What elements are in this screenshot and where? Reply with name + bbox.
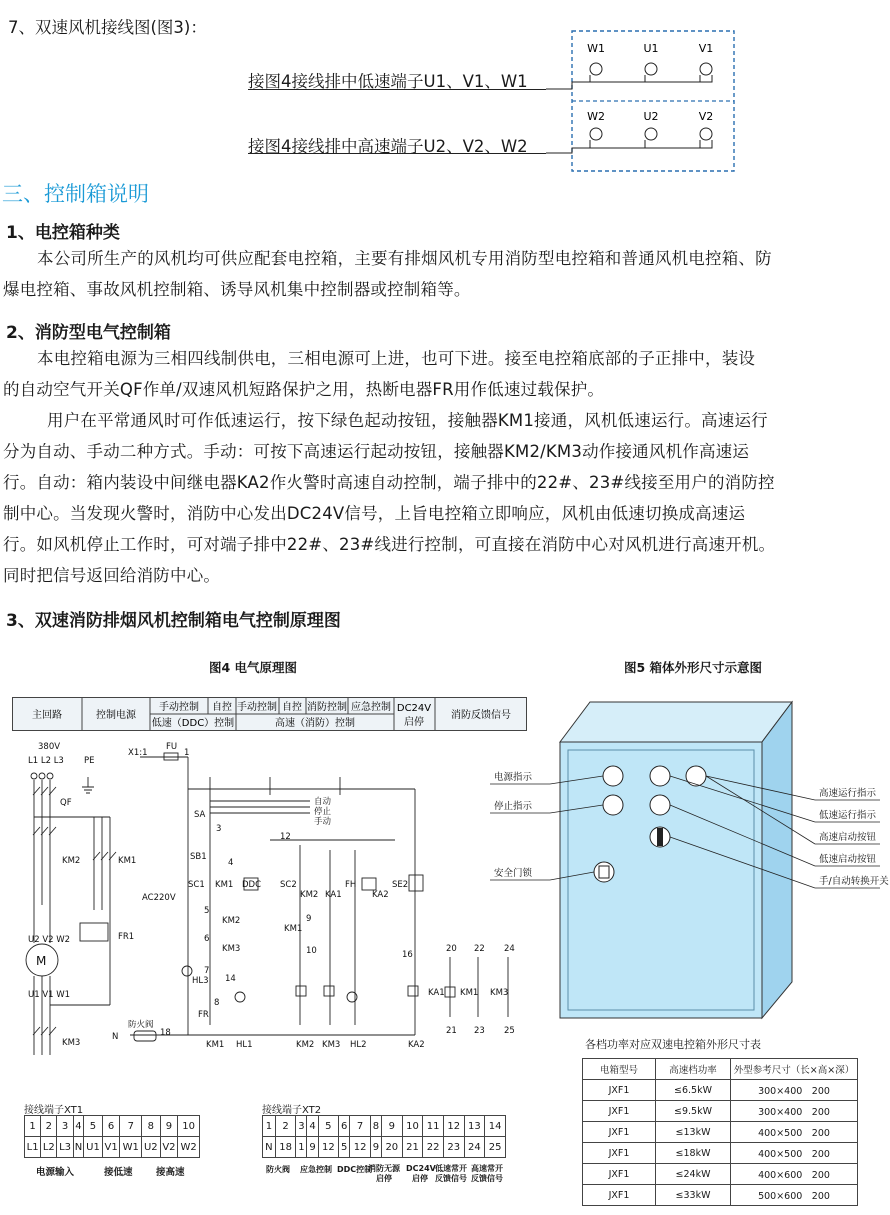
xt2-cell: 3 [296,1116,307,1137]
xt1-cell: 8 [142,1116,160,1137]
size-cell: JXF1 [583,1080,656,1101]
lbl-sc1: SC1 [188,880,205,890]
lbl-t21: 21 [446,1026,457,1036]
lbl-n: N [112,1032,119,1042]
high-leader-line [248,153,546,154]
lbl-n5: 5 [204,906,210,916]
size-cell: 400×600 200 [731,1164,858,1185]
size-cell: JXF1 [583,1122,656,1143]
xt2-cell: 7 [350,1116,371,1137]
xt1-cell: U1 [84,1137,102,1158]
size-cell: ≤9.5kW [656,1101,731,1122]
hdr-low: 低速（DDC）控制 [151,718,235,729]
low-leader-line [248,89,546,90]
xt2-cell: 25 [485,1137,506,1158]
wiring-low-label: 接图4接线排中低速端子U1、V1、W1 [248,72,528,91]
xt2-title: 接线端子XT2 [262,1105,322,1116]
table-row [583,1164,858,1185]
lbl-km3: KM3 [62,1038,81,1048]
xt2-cell: 14 [485,1116,506,1137]
xt1-cell: 1 [25,1116,41,1137]
fig5-right-label: 高速运行指示 [819,788,877,799]
lbl-t25: 25 [504,1026,515,1036]
xt2-cell: 5 [339,1137,350,1158]
hdr-main: 主回路 [32,710,62,721]
xt1-cell: 3 [57,1116,73,1137]
xt2-group: DDC控制 [337,1165,373,1174]
lbl-km1: KM1 [118,856,137,866]
electrical-schematic [0,735,530,1055]
lbl-km1r: KM1 [460,988,479,998]
xt1-cell: L2 [41,1137,57,1158]
lbl-t20: 20 [446,944,457,954]
xt2-cell: 9 [307,1137,318,1158]
cabinet-drawing [470,680,890,1025]
lbl-auto: 自动 [314,797,332,807]
lbl-km3c: KM3 [222,944,241,954]
lbl-n10: 10 [306,946,317,956]
lbl-km2: KM2 [62,856,81,866]
xt1-cell: L1 [25,1137,41,1158]
hdr-manual2: 手动控制 [237,702,277,713]
size-cell: JXF1 [583,1185,656,1206]
xt1-group: 电源输入 [36,1167,75,1178]
hdr-emergency: 应急控制 [351,702,391,713]
size-cell: ≤33kW [656,1185,731,1206]
xt2-group: 消防无源启停 [368,1164,400,1183]
hdr-dc24-sub: 启停 [404,717,424,728]
xt2-group: DC24V启停 [406,1164,436,1183]
wiring-high-label: 接图4接线排中高速端子U2、V2、W2 [248,137,528,156]
xt1-cell: U2 [142,1137,160,1158]
lbl-n8: 8 [214,998,220,1008]
lbl-fu: FU [166,742,178,752]
lbl-km1c: KM1 [284,924,303,934]
xt2-group: 高速常开反馈信号 [471,1164,503,1183]
lbl-ka1r: KA1 [428,988,445,998]
hdr-self: 自控 [212,702,232,713]
lbl-manual: 手动 [314,817,332,827]
xt1-cell: V2 [160,1137,178,1158]
fig4-header-band [12,697,527,731]
xt2-cell: 6 [339,1116,350,1137]
lbl-b-km3: KM3 [322,1040,341,1050]
size-header: 高速档功率 [656,1059,731,1080]
size-cell: 300×400 200 [731,1080,858,1101]
lbl-ka1b: KA1 [325,890,342,900]
lbl-sa: SA [194,810,206,820]
xt1-group: 接高速 [156,1167,185,1178]
xt2-cell: 5 [318,1116,339,1137]
xt1-cell: L3 [57,1137,73,1158]
term-w2: W2 [587,110,605,123]
xt1-cell: 10 [178,1116,200,1137]
s2-line: 分为自动、手动二种方式。手动：可按下高速运行起动按钮，接触器KM2/KM3动作接通风机作高速运 [3,442,750,461]
fig5-left-label: 停止指示 [494,801,533,812]
lbl-b-km2: KM2 [296,1040,315,1050]
xt1-cell: 2 [41,1116,57,1137]
fig5-right-label: 低速启动按钮 [819,854,877,865]
lbl-t24: 24 [504,944,515,954]
fig5-right-label: 低速运行指示 [819,810,877,821]
xt2-cell: 11 [423,1116,444,1137]
xt2-cell: 23 [443,1137,464,1158]
size-table [582,1058,858,1206]
xt2-cell: 12 [350,1137,371,1158]
xt2-cell: 1 [263,1116,276,1137]
xt1-cell: 6 [102,1116,120,1137]
xt2-cell: 2 [275,1116,296,1137]
lbl-km2b: KM2 [300,890,319,900]
xt2-cell: 21 [402,1137,423,1158]
lbl-n18: 18 [160,1028,171,1038]
lbl-t23: 23 [474,1026,485,1036]
xt2-cell: 12 [318,1137,339,1158]
hdr-manual: 手动控制 [159,702,199,713]
size-header: 外型参考尺寸（长×高×深） [731,1059,858,1080]
xt1-table [24,1115,200,1158]
lbl-pe: PE [84,756,95,766]
xt1-group: 接低速 [104,1167,133,1178]
lbl-km3r: KM3 [490,988,509,998]
lbl-b-hl1: HL1 [236,1040,253,1050]
lbl-n3: 3 [216,824,222,834]
xt1-cell: 9 [160,1116,178,1137]
fig4-title: 图4 电气原理图 [209,660,298,675]
fig5-title: 图5 箱体外形尺寸示意图 [624,660,763,675]
xt1-cell: N [73,1137,84,1158]
xt1-cell: W1 [120,1137,142,1158]
lbl-n16: 16 [402,950,413,960]
hdr-dc24: DC24V [396,703,432,714]
xt1-cell: 4 [73,1116,84,1137]
hdr-feedback: 消防反馈信号 [451,710,511,721]
section-title: 三、控制箱说明 [2,182,149,206]
s2-line: 的自动空气开关QF作单/双速风机短路保护之用，热断电器FR用作低速过载保护。 [3,380,605,399]
s1-para-line2: 爆电控箱、事故风机控制箱、诱导风机集中控制器或控制箱等。 [3,280,471,299]
xt2-cell: 10 [402,1116,423,1137]
size-cell: ≤24kW [656,1164,731,1185]
table-row [583,1122,858,1143]
lbl-u1v1w1: U1 V1 W1 [28,990,71,1000]
size-table-title: 各档功率对应双速电控箱外形尺寸表 [585,1038,761,1051]
hdr-ctrl-power: 控制电源 [96,710,136,721]
xt2-cell: 22 [423,1137,444,1158]
xt2-group: 应急控制 [300,1165,332,1174]
fig5-right-label: 手/自动转换开关 [819,876,889,887]
term-v2: V2 [698,110,714,123]
lbl-hl3: HL3 [192,976,209,986]
term-u1: U1 [643,42,659,55]
lbl-n4: 4 [228,858,234,868]
lbl-t22: 22 [474,944,485,954]
xt2-table [262,1115,506,1158]
xt2-cell: 12 [443,1116,464,1137]
lbl-ac220: AC220V [142,893,176,903]
xt2-cell: 1 [296,1137,307,1158]
size-header: 电箱型号 [583,1059,656,1080]
xt1-cell: 5 [84,1116,102,1137]
lbl-fr1: FR1 [118,932,135,942]
s2-line: 行。如风机停止工作时，可对端子排中22#、23#线进行控制，可直接在消防中心对风机进行高速开机。 [3,535,776,554]
lbl-phases: L1 L2 L3 [28,756,64,766]
xt2-cell: 4 [307,1116,318,1137]
lbl-km2c: KM2 [222,916,241,926]
s1-para-line1: 本公司所生产的风机均可供应配套电控箱，主要有排烟风机专用消防型电控箱和普通风机电控箱、防 [37,249,772,268]
xt2-cell: 9 [381,1116,402,1137]
lbl-b-km1: KM1 [206,1040,225,1050]
xt2-cell: 18 [275,1137,296,1158]
size-cell: 400×500 200 [731,1143,858,1164]
lbl-se2: SE2 [392,880,409,890]
lbl-sb1: SB1 [190,852,207,862]
xt1-cell: V1 [102,1137,120,1158]
s2-line: 行。自动：箱内装设中间继电器KA2作火警时高速自动控制，端子排中的22#、23#线接至用户的消防控 [3,473,775,492]
size-cell: 500×600 200 [731,1185,858,1206]
size-cell: ≤6.5kW [656,1080,731,1101]
s2-title: 2、消防型电气控制箱 [6,323,171,343]
hdr-fire: 消防控制 [307,702,347,713]
hdr-self2: 自控 [282,702,302,713]
fig5-left-label: 安全门锁 [494,868,533,879]
size-cell: JXF1 [583,1164,656,1185]
lbl-fr: FR [198,1010,209,1020]
lbl-ddc: DDC [242,880,262,890]
lbl-u2v2w2: U2 V2 W2 [28,935,71,945]
lbl-b-ka2: KA2 [408,1040,425,1050]
xt2-group: 防火阀 [266,1165,290,1174]
size-cell: 400×500 200 [731,1122,858,1143]
s2-line: 用户在平常通风时可作低速运行，按下绿色起动按钮，接触器KM1接通，风机低速运行。高速运行 [47,411,768,430]
wiring-heading: 7、双速风机接线图(图3)： [8,18,207,37]
lbl-km1b: KM1 [215,880,234,890]
table-row [583,1143,858,1164]
hdr-high: 高速（消防）控制 [275,718,355,729]
lbl-n7: 7 [204,966,210,976]
table-row [583,1080,858,1101]
lbl-sc2: SC2 [280,880,297,890]
table-row [583,1101,858,1122]
lbl-n12: 12 [280,832,291,842]
s1-title: 1、电控箱种类 [6,223,120,243]
s2-line: 本电控箱电源为三相四线制供电，三相电源可上进，也可下进。接至电控箱底部的子正排中，装设 [37,349,756,368]
term-u2: U2 [643,110,659,123]
lbl-ka2b: KA2 [372,890,389,900]
lbl-380v: 380V [38,742,61,752]
xt2-cell: 24 [464,1137,485,1158]
lbl-stop: 停止 [314,807,332,817]
size-cell: ≤18kW [656,1143,731,1164]
lbl-n9: 9 [306,914,312,924]
lbl-b-hl2: HL2 [350,1040,367,1050]
lbl-n6: 6 [204,934,210,944]
xt2-cell: 9 [370,1137,381,1158]
size-cell: ≤13kW [656,1122,731,1143]
lbl-qf: QF [60,798,72,808]
s2-line: 同时把信号返回给消防中心。 [3,566,221,585]
fig5-left-label: 电源指示 [494,772,533,783]
term-w1: W1 [587,42,605,55]
xt1-title: 接线端子XT1 [24,1105,84,1116]
s3-title: 3、双速消防排烟风机控制箱电气控制原理图 [6,611,341,631]
xt2-cell: N [263,1137,276,1158]
s2-line: 制中心。当发现火警时，消防中心发出DC24V信号，上旨电控箱立即响应，风机由低速切换成高速运 [3,504,746,523]
term-v1: V1 [698,42,714,55]
lbl-n14: 14 [225,974,236,984]
size-cell: JXF1 [583,1143,656,1164]
terminal-box-diagram [540,26,740,176]
size-cell: JXF1 [583,1101,656,1122]
xt2-group: 低速常开反馈信号 [435,1164,467,1183]
xt2-cell: 13 [464,1116,485,1137]
xt2-cell: 20 [381,1137,402,1158]
size-cell: 300×400 200 [731,1101,858,1122]
fig5-right-label: 高速启动按钮 [819,832,877,843]
xt2-cell: 8 [370,1116,381,1137]
lbl-one: 1 [184,748,190,758]
lbl-motor: M [36,954,47,968]
lbl-fire-valve: 防火阀 [128,1020,154,1030]
lbl-x1: X1:1 [128,748,148,758]
lbl-fh: FH [345,880,357,890]
xt1-cell: 7 [120,1116,142,1137]
table-row [583,1185,858,1206]
xt1-cell: W2 [178,1137,200,1158]
